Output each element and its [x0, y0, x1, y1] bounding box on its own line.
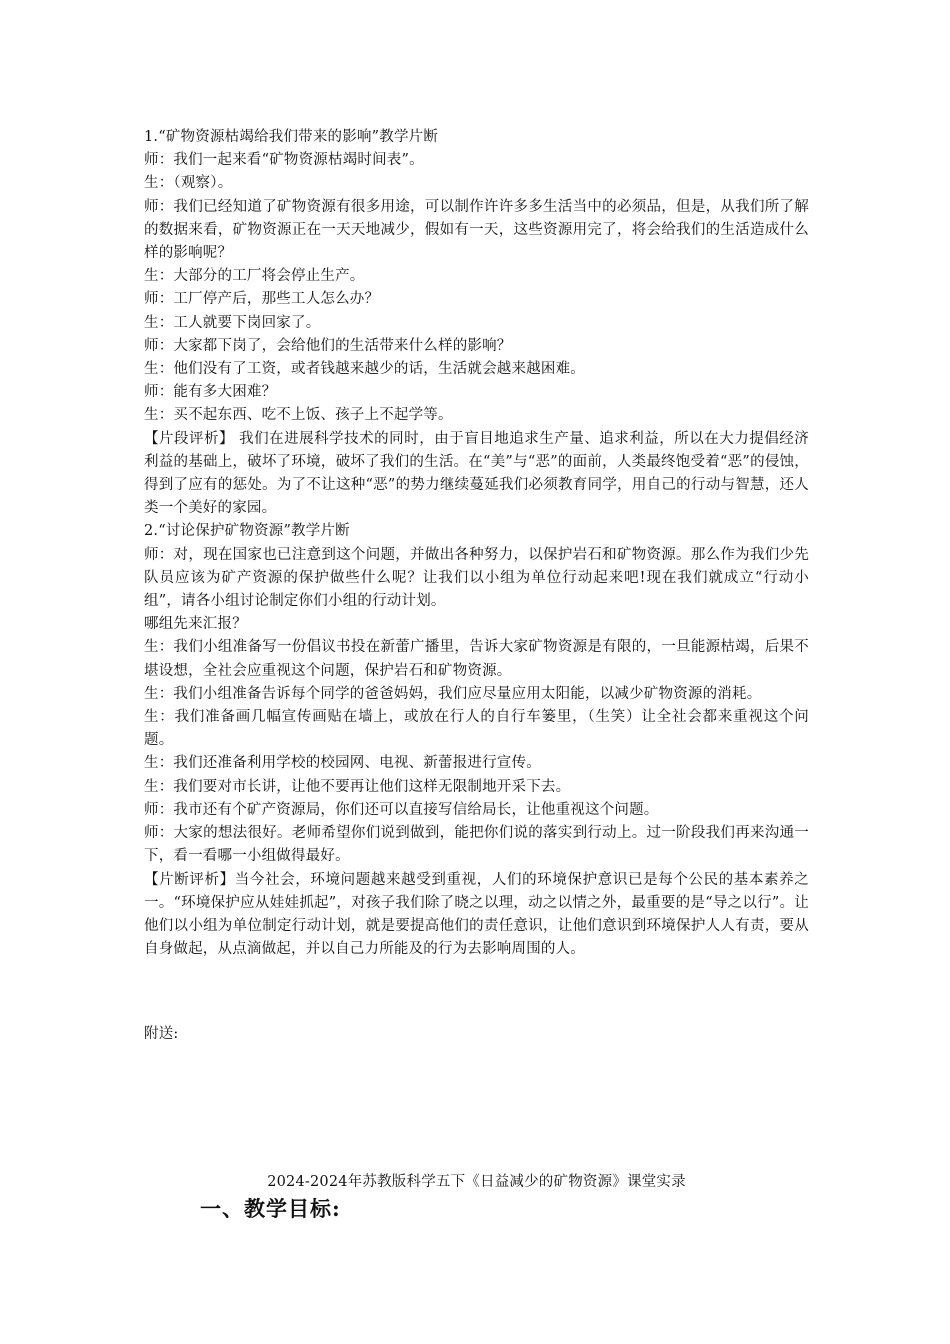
section-heading: 一、教学目标: — [200, 1196, 341, 1221]
commentary-paragraph: 【片断评析】当今社会，环境问题越来越受到重视，人们的环境保护意识已是每个公民的基本素养之一。“环境保护应从娃娃抓起”，对孩子我们除了晓之以理，动之以情之外，最重要的是“导之以行”。让他们以小组为单位制定行动计划，就是要提高他们的责任意识，让他们意识到环境保护人人有责，要从自身做起，从点滴做起，并以自己力所能及的行为去影响周围的人。 — [144, 871, 809, 958]
appendix-label: 附送: — [144, 1026, 179, 1043]
paragraph: 生：我们小组准备写一份倡议书投在新蕾广播里，告诉大家矿物资源是有限的，一旦能源枯竭，后果不堪设想，全社会应重视这个问题，保护岩石和矿物资源。 — [144, 639, 809, 679]
document-body — [144, 126, 809, 1047]
paragraph: 生：我们还准备利用学校的校园网、电视、新蕾报进行宣传。 — [144, 755, 541, 772]
paragraph: 生：买不起东西、吃不上饭、孩子上不起学等。 — [144, 407, 453, 424]
paragraph: 师：大家的想法很好。老师希望你们说到做到，能把你们说的落实到行动上。过一阶段我们再来沟通一下，看一看哪一小组做得最好。 — [144, 825, 809, 865]
paragraph: 1.“矿物资源枯竭给我们带来的影响”教学片断 — [144, 129, 439, 145]
paragraph: 师：对，现在国家也已注意到这个问题，并做出各种努力，以保护岩石和矿物资源。那么作为我们少先队员应该为矿产资源的保护做些什么呢？让我们以小组为单位行动起来吧!现在我们就成立“行动小组”，请各小组讨论制定你们小组的行动计划。 — [144, 546, 809, 610]
paragraph: 师：工厂停产后，那些工人怎么办？ — [144, 291, 380, 308]
paragraph: 师：能有多大困难？ — [144, 384, 277, 401]
paragraph: 师：我们已经知道了矿物资源有很多用途，可以制作许许多多生活当中的必须品，但是，从我们所了解的数据来看，矿物资源正在一天天地减少，假如有一天，这些资源用完了，将会给我们的生活造成什么样的影响呢？ — [144, 198, 809, 262]
paragraph: 哪组先来汇报？ — [144, 616, 247, 633]
paragraph: 生：我们小组准备告诉每个同学的爸爸妈妈，我们应尽量应用太阳能，以减少矿物资源的消耗。 — [144, 685, 762, 702]
paragraph: 生：大部分的工厂将会停止生产。 — [144, 268, 365, 285]
paragraph: 2.“讨论保护矿物资源”教学片断 — [144, 523, 350, 540]
paragraph: 师：我们一起来看“矿物资源枯竭时间表”。 — [144, 152, 424, 169]
commentary-paragraph: 【片段评析】 我们在进展科学技术的同时，由于盲目地追求生产量、追求利益，所以在大力提倡经济利益的基础上，破坏了环境，破坏了我们的生活。在“美”与“恶”的面前，人类最终饱受着“恶”的侵蚀，得到了应有的惩处。为了不让这种“恶”的势力继续蔓延我们必须教育同学，用自己的行动与智慧，还人类一个美好的家园。 — [144, 430, 809, 517]
paragraph: 生：工人就要下岗回家了。 — [144, 314, 321, 331]
paragraph: 师：大家都下岗了，会给他们的生活带来什么样的影响？ — [144, 337, 512, 354]
paragraph: 生：我们要对市长讲，让他不要再让他们这样无限制地开采下去。 — [144, 778, 571, 795]
paragraph: 师：我市还有个矿产资源局，你们还可以直接写信给局长，让他重视这个问题。 — [144, 801, 659, 818]
paragraph: 生：他们没有了工资，或者钱越来越少的话，生活就会越来越困难。 — [144, 361, 585, 378]
document-title: 2024-2024年苏教版科学五下《日益减少的矿物资源》课堂实录 — [267, 1174, 686, 1190]
paragraph: 生：（观察）。 — [144, 175, 233, 192]
paragraph: 生：我们准备画几幅宣传画贴在墙上，或放在行人的自行车篓里，（生笑）让全社会都来重视这个问题。 — [144, 709, 809, 749]
